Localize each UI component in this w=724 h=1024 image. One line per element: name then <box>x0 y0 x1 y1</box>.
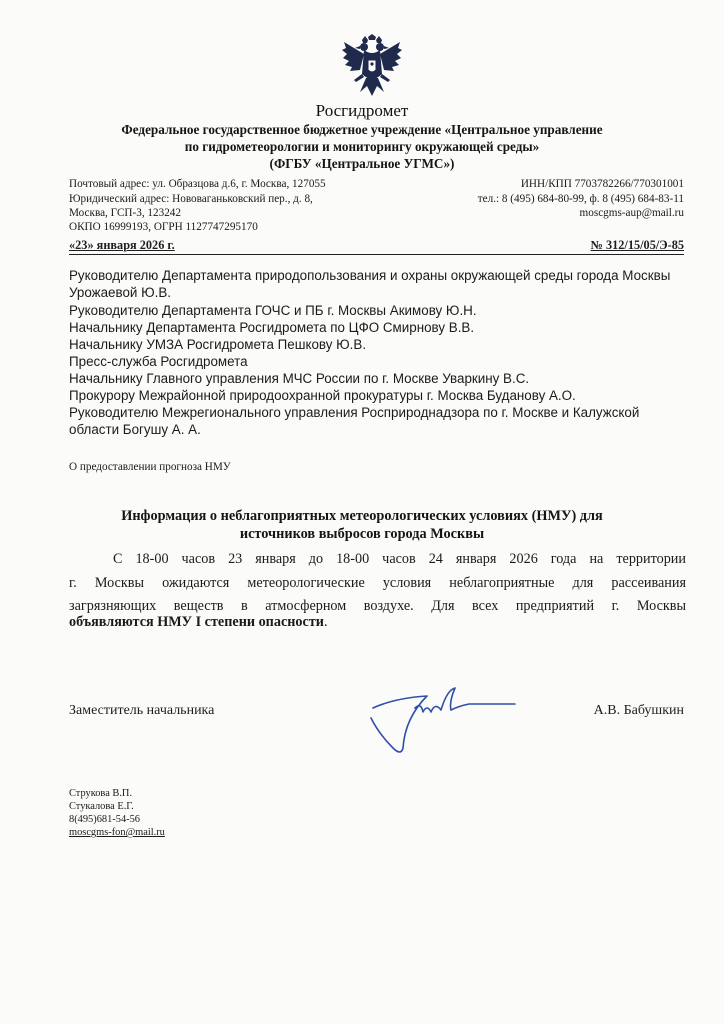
contact-email[interactable]: moscgms-fon@mail.ru <box>69 827 165 838</box>
contact-phone: 8(495)681-54-56 <box>69 814 140 825</box>
info-title-line-1: Информация о неблагоприятных метеорологических условиях (НМУ) для <box>121 508 603 524</box>
info-title-line-2: источников выбросов города Москвы <box>239 526 485 542</box>
phone-fax: тел.: 8 (495) 684-80-99, ф. 8 (495) 684-83-11 <box>477 193 684 205</box>
postal-address: Почтовый адрес: ул. Образцова д.6, г. Москва, 127055 <box>69 178 326 190</box>
addressee-line: Начальнику Департамента Росгидромета по ЦФО Смирнову В.В. <box>69 320 475 335</box>
addressee-line: Урожаевой Ю.В. <box>69 285 172 300</box>
institution-line-1: Федеральное государственное бюджетное учреждение «Центральное управление <box>121 122 603 137</box>
okpo-ogrn: ОКПО 16999193, ОГРН 1127747295170 <box>69 221 258 233</box>
body-line-3: загрязняющих веществ в атмосферном воздухе. Для всех предприятий г. Москвы <box>69 598 686 614</box>
contact-person-1: Струкова В.П. <box>69 788 133 799</box>
addressee-line: Пресс-служба Росгидромета <box>69 354 248 369</box>
org-email: moscgms-aup@mail.ru <box>579 207 684 219</box>
addressee-line: области Богушу А. А. <box>69 422 201 437</box>
body-line-4-end: . <box>323 614 328 630</box>
addressee-line: Руководителю Департамента ГОЧС и ПБ г. Москвы Акимову Ю.Н. <box>69 303 477 318</box>
org-name: Росгидромет <box>315 101 409 120</box>
signer-position: Заместитель начальника <box>69 703 215 718</box>
header-divider <box>69 254 684 255</box>
contact-person-2: Стукалова Е.Г. <box>69 801 134 812</box>
inn-kpp: ИНН/КПП 7703782266/770301001 <box>520 178 684 190</box>
institution-line-2: по гидрометеорологии и мониторингу окружающей среды» <box>184 139 540 154</box>
handwritten-signature <box>365 678 525 758</box>
body-line-4 <box>69 614 686 631</box>
legal-address-2: Москва, ГСП-3, 123242 <box>69 207 181 219</box>
document-date: «23» января 2026 г. <box>69 238 175 252</box>
addressee-line: Прокурору Межрайонной природоохранной прокуратуры г. Москва Буданову А.О. <box>69 388 576 403</box>
addressee-line: Начальнику Главного управления МЧС России по г. Москве Уваркину В.С. <box>69 371 530 386</box>
institution-line-3: (ФГБУ «Центральное УГМС») <box>269 156 455 171</box>
double-headed-eagle-icon <box>340 34 404 100</box>
addressee-line: Руководителю Департамента природопользования и охраны окружающей среды города Москвы <box>69 268 671 283</box>
legal-address-1: Юридический адрес: Нововаганьковский пер., д. 8, <box>69 193 313 205</box>
document-number: № 312/15/05/Э-85 <box>590 238 684 252</box>
addressee-line: Руководителю Межрегионального управления Росприроднадзора по г. Москве и Калужской <box>69 405 640 420</box>
signer-name: А.В. Бабушкин <box>593 703 684 718</box>
hazard-declaration: объявляются НМУ I степени опасности <box>69 614 324 630</box>
body-line-2: г. Москвы ожидаются метеорологические условия неблагоприятные для рассеивания <box>69 575 686 591</box>
addressee-line: Начальнику УМЗА Росгидромета Пешкову Ю.В. <box>69 337 367 352</box>
body-line-1: С 18-00 часов 23 января до 18-00 часов 24 января 2026 года на территории <box>113 551 686 567</box>
subject-line: О предоставлении прогноза НМУ <box>69 461 231 473</box>
